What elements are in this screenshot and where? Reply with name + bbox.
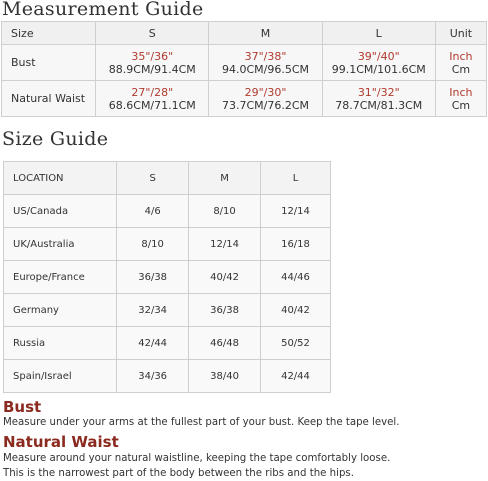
size-cell: 8/10 bbox=[189, 195, 261, 228]
size-cell: 12/14 bbox=[189, 228, 261, 261]
location-cell: Spain/Israel bbox=[4, 360, 117, 393]
waist-l-cm: 78.7CM/81.3CM bbox=[335, 98, 423, 112]
size-cell: 32/34 bbox=[117, 294, 189, 327]
size-cell: 40/42 bbox=[261, 294, 331, 327]
header-location: LOCATION bbox=[4, 162, 117, 195]
table-row bbox=[4, 195, 331, 228]
waist-m-cell bbox=[209, 81, 322, 117]
header-l: L bbox=[261, 162, 331, 195]
location-cell: US/Canada bbox=[4, 195, 117, 228]
bust-m-inch: 37"/38" bbox=[244, 49, 287, 63]
natural-waist-note: This is the narrowest part of the body between the ribs and the hips. bbox=[3, 468, 354, 479]
waist-s-cm: 68.6CM/71.1CM bbox=[108, 98, 196, 112]
waist-m-inch: 29"/30" bbox=[244, 85, 287, 99]
measurement-row-bust bbox=[2, 45, 487, 81]
size-header-row bbox=[4, 162, 331, 195]
waist-unit-cell bbox=[435, 81, 486, 117]
size-cell: 42/44 bbox=[261, 360, 331, 393]
size-cell: 12/14 bbox=[261, 195, 331, 228]
waist-l-cell bbox=[322, 81, 435, 117]
waist-l-inch: 31"/32" bbox=[357, 85, 400, 99]
row-label: Natural Waist bbox=[2, 81, 96, 117]
waist-s-cell bbox=[96, 81, 209, 117]
bust-l-cell bbox=[322, 45, 435, 81]
measurement-header-row bbox=[2, 22, 487, 45]
bust-l-cm: 99.1CM/101.6CM bbox=[331, 62, 426, 76]
size-cell: 44/46 bbox=[261, 261, 331, 294]
table-row bbox=[4, 327, 331, 360]
location-cell: Europe/France bbox=[4, 261, 117, 294]
size-cell: 38/40 bbox=[189, 360, 261, 393]
natural-waist-heading: Natural Waist bbox=[3, 433, 119, 451]
unit-inch: Inch bbox=[449, 85, 473, 99]
location-cell: Germany bbox=[4, 294, 117, 327]
size-cell: 40/42 bbox=[189, 261, 261, 294]
header-unit: Unit bbox=[435, 22, 486, 45]
unit-cm: Cm bbox=[451, 62, 471, 76]
size-cell: 36/38 bbox=[189, 294, 261, 327]
table-row bbox=[4, 261, 331, 294]
header-size: Size bbox=[2, 22, 96, 45]
header-m: M bbox=[189, 162, 261, 195]
waist-s-inch: 27"/28" bbox=[131, 85, 174, 99]
measurement-row-waist bbox=[2, 81, 487, 117]
size-cell: 34/36 bbox=[117, 360, 189, 393]
row-label: Bust bbox=[2, 45, 96, 81]
table-row bbox=[4, 360, 331, 393]
header-s: S bbox=[96, 22, 209, 45]
bust-l-inch: 39"/40" bbox=[357, 49, 400, 63]
header-l: L bbox=[322, 22, 435, 45]
size-cell: 46/48 bbox=[189, 327, 261, 360]
size-cell: 8/10 bbox=[117, 228, 189, 261]
size-cell: 42/44 bbox=[117, 327, 189, 360]
natural-waist-instructions: Measure around your natural waistline, keeping the tape comfortably loose. bbox=[3, 453, 391, 464]
header-s: S bbox=[117, 162, 189, 195]
header-m: M bbox=[209, 22, 322, 45]
bust-unit-cell bbox=[435, 45, 486, 81]
table-row bbox=[4, 228, 331, 261]
location-cell: UK/Australia bbox=[4, 228, 117, 261]
location-cell: Russia bbox=[4, 327, 117, 360]
measurement-guide-title: Measurement Guide bbox=[2, 0, 204, 20]
bust-s-cm: 88.9CM/91.4CM bbox=[108, 62, 196, 76]
size-cell: 4/6 bbox=[117, 195, 189, 228]
measurement-table bbox=[1, 21, 487, 117]
bust-heading: Bust bbox=[3, 398, 42, 416]
size-cell: 36/38 bbox=[117, 261, 189, 294]
bust-m-cell bbox=[209, 45, 322, 81]
table-row bbox=[4, 294, 331, 327]
size-guide-table bbox=[3, 161, 331, 393]
size-cell: 50/52 bbox=[261, 327, 331, 360]
bust-instructions: Measure under your arms at the fullest part of your bust. Keep the tape level. bbox=[3, 417, 400, 428]
size-guide-title: Size Guide bbox=[2, 128, 109, 150]
unit-cm: Cm bbox=[451, 98, 471, 112]
unit-inch: Inch bbox=[449, 49, 473, 63]
bust-s-inch: 35"/36" bbox=[131, 49, 174, 63]
bust-m-cm: 94.0CM/96.5CM bbox=[221, 62, 310, 76]
size-cell: 16/18 bbox=[261, 228, 331, 261]
bust-s-cell bbox=[96, 45, 209, 81]
waist-m-cm: 73.7CM/76.2CM bbox=[221, 98, 310, 112]
